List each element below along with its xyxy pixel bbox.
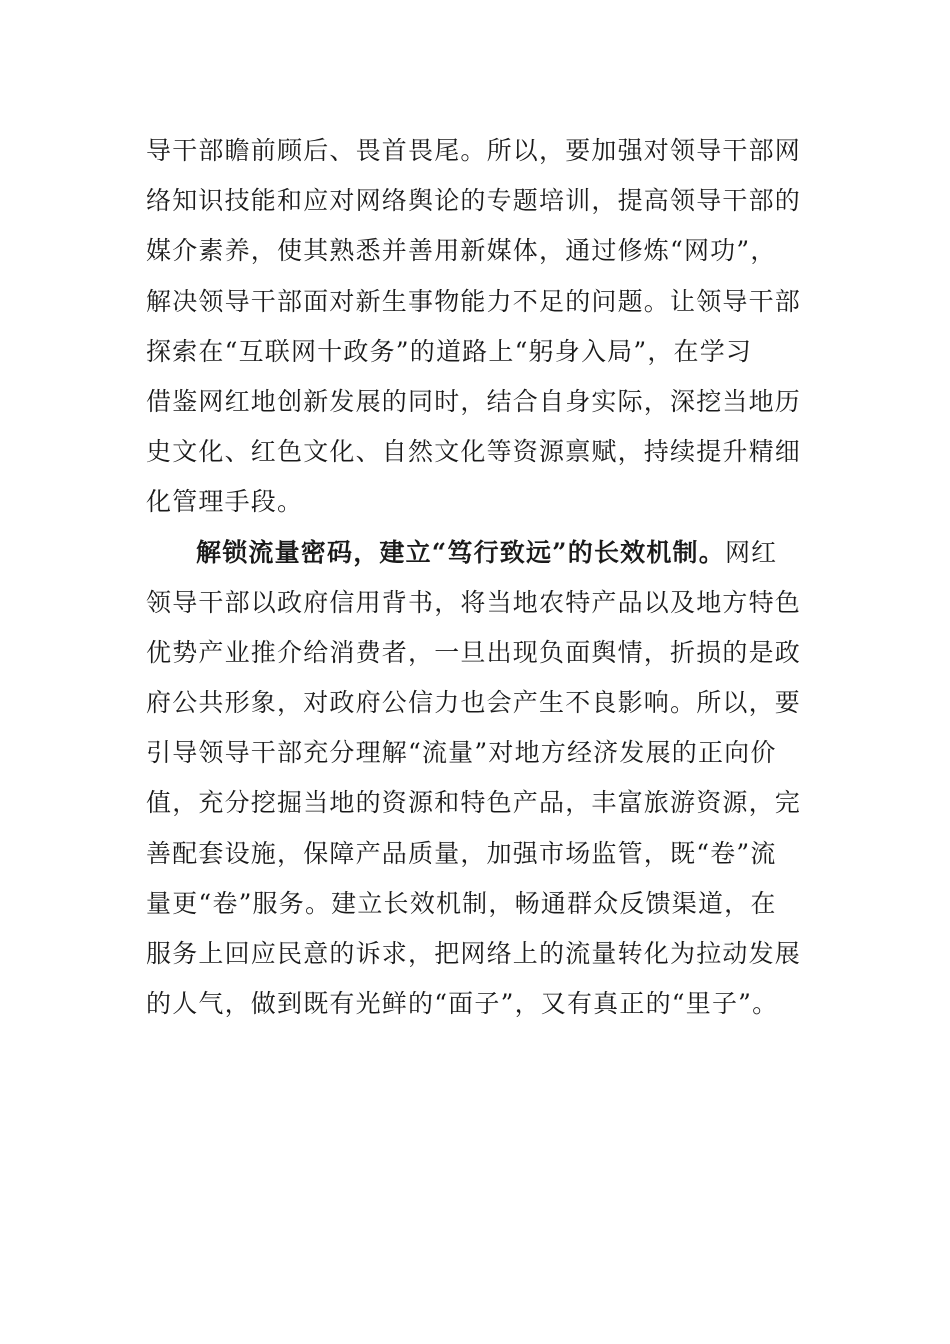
text-line: 解决领导干部面对新生事物能力不足的问题。让领导干部	[146, 286, 802, 316]
paragraph-1	[146, 126, 806, 528]
text-line: 善配套设施，保障产品质量，加强市场监管，既“卷”流	[146, 838, 777, 868]
text-line: 媒介素养，使其熟悉并善用新媒体，通过修炼“网功”，	[146, 236, 777, 266]
text-line: 领导干部以政府信用背书，将当地农特产品以及地方特色	[146, 587, 802, 617]
text-line: 引导领导干部充分理解“流量”对地方经济发展的正向价	[146, 738, 777, 768]
document-body	[146, 126, 806, 1029]
text-line: 探索在“互联网十政务”的道路上“躬身入局”，在学习	[146, 336, 753, 366]
text-line: 借鉴网红地创新发展的同时，结合自身实际，深挖当地历	[146, 386, 802, 416]
text-line: 化管理手段。	[146, 487, 304, 517]
text-line: 史文化、红色文化、自然文化等资源禀赋，持续提升精细	[146, 437, 802, 467]
paragraph-heading: 解锁流量密码，建立“笃行致远”的长效机制。	[196, 537, 725, 567]
text-line: 的人气，做到既有光鲜的“面子”，又有真正的“里子”。	[146, 989, 779, 1019]
text-line-first	[146, 528, 806, 578]
paragraph-text: 网红	[724, 537, 778, 567]
text-line: 导干部瞻前顾后、畏首畏尾。所以，要加强对领导干部网	[146, 136, 802, 165]
text-line: 优势产业推介给消费者，一旦出现负面舆情，折损的是政	[146, 637, 802, 667]
text-line: 量更“卷”服务。建立长效机制，畅通群众反馈渠道，在	[146, 888, 777, 918]
text-line: 络知识技能和应对网络舆论的专题培训，提高领导干部的	[146, 186, 802, 216]
text-line: 府公共形象，对政府公信力也会产生不良影响。所以，要	[146, 688, 802, 718]
text-line: 服务上回应民意的诉求，把网络上的流量转化为拉动发展	[146, 939, 802, 968]
text-line: 值，充分挖掘当地的资源和特色产品，丰富旅游资源，完	[146, 788, 802, 818]
paragraph-2	[146, 528, 806, 1030]
